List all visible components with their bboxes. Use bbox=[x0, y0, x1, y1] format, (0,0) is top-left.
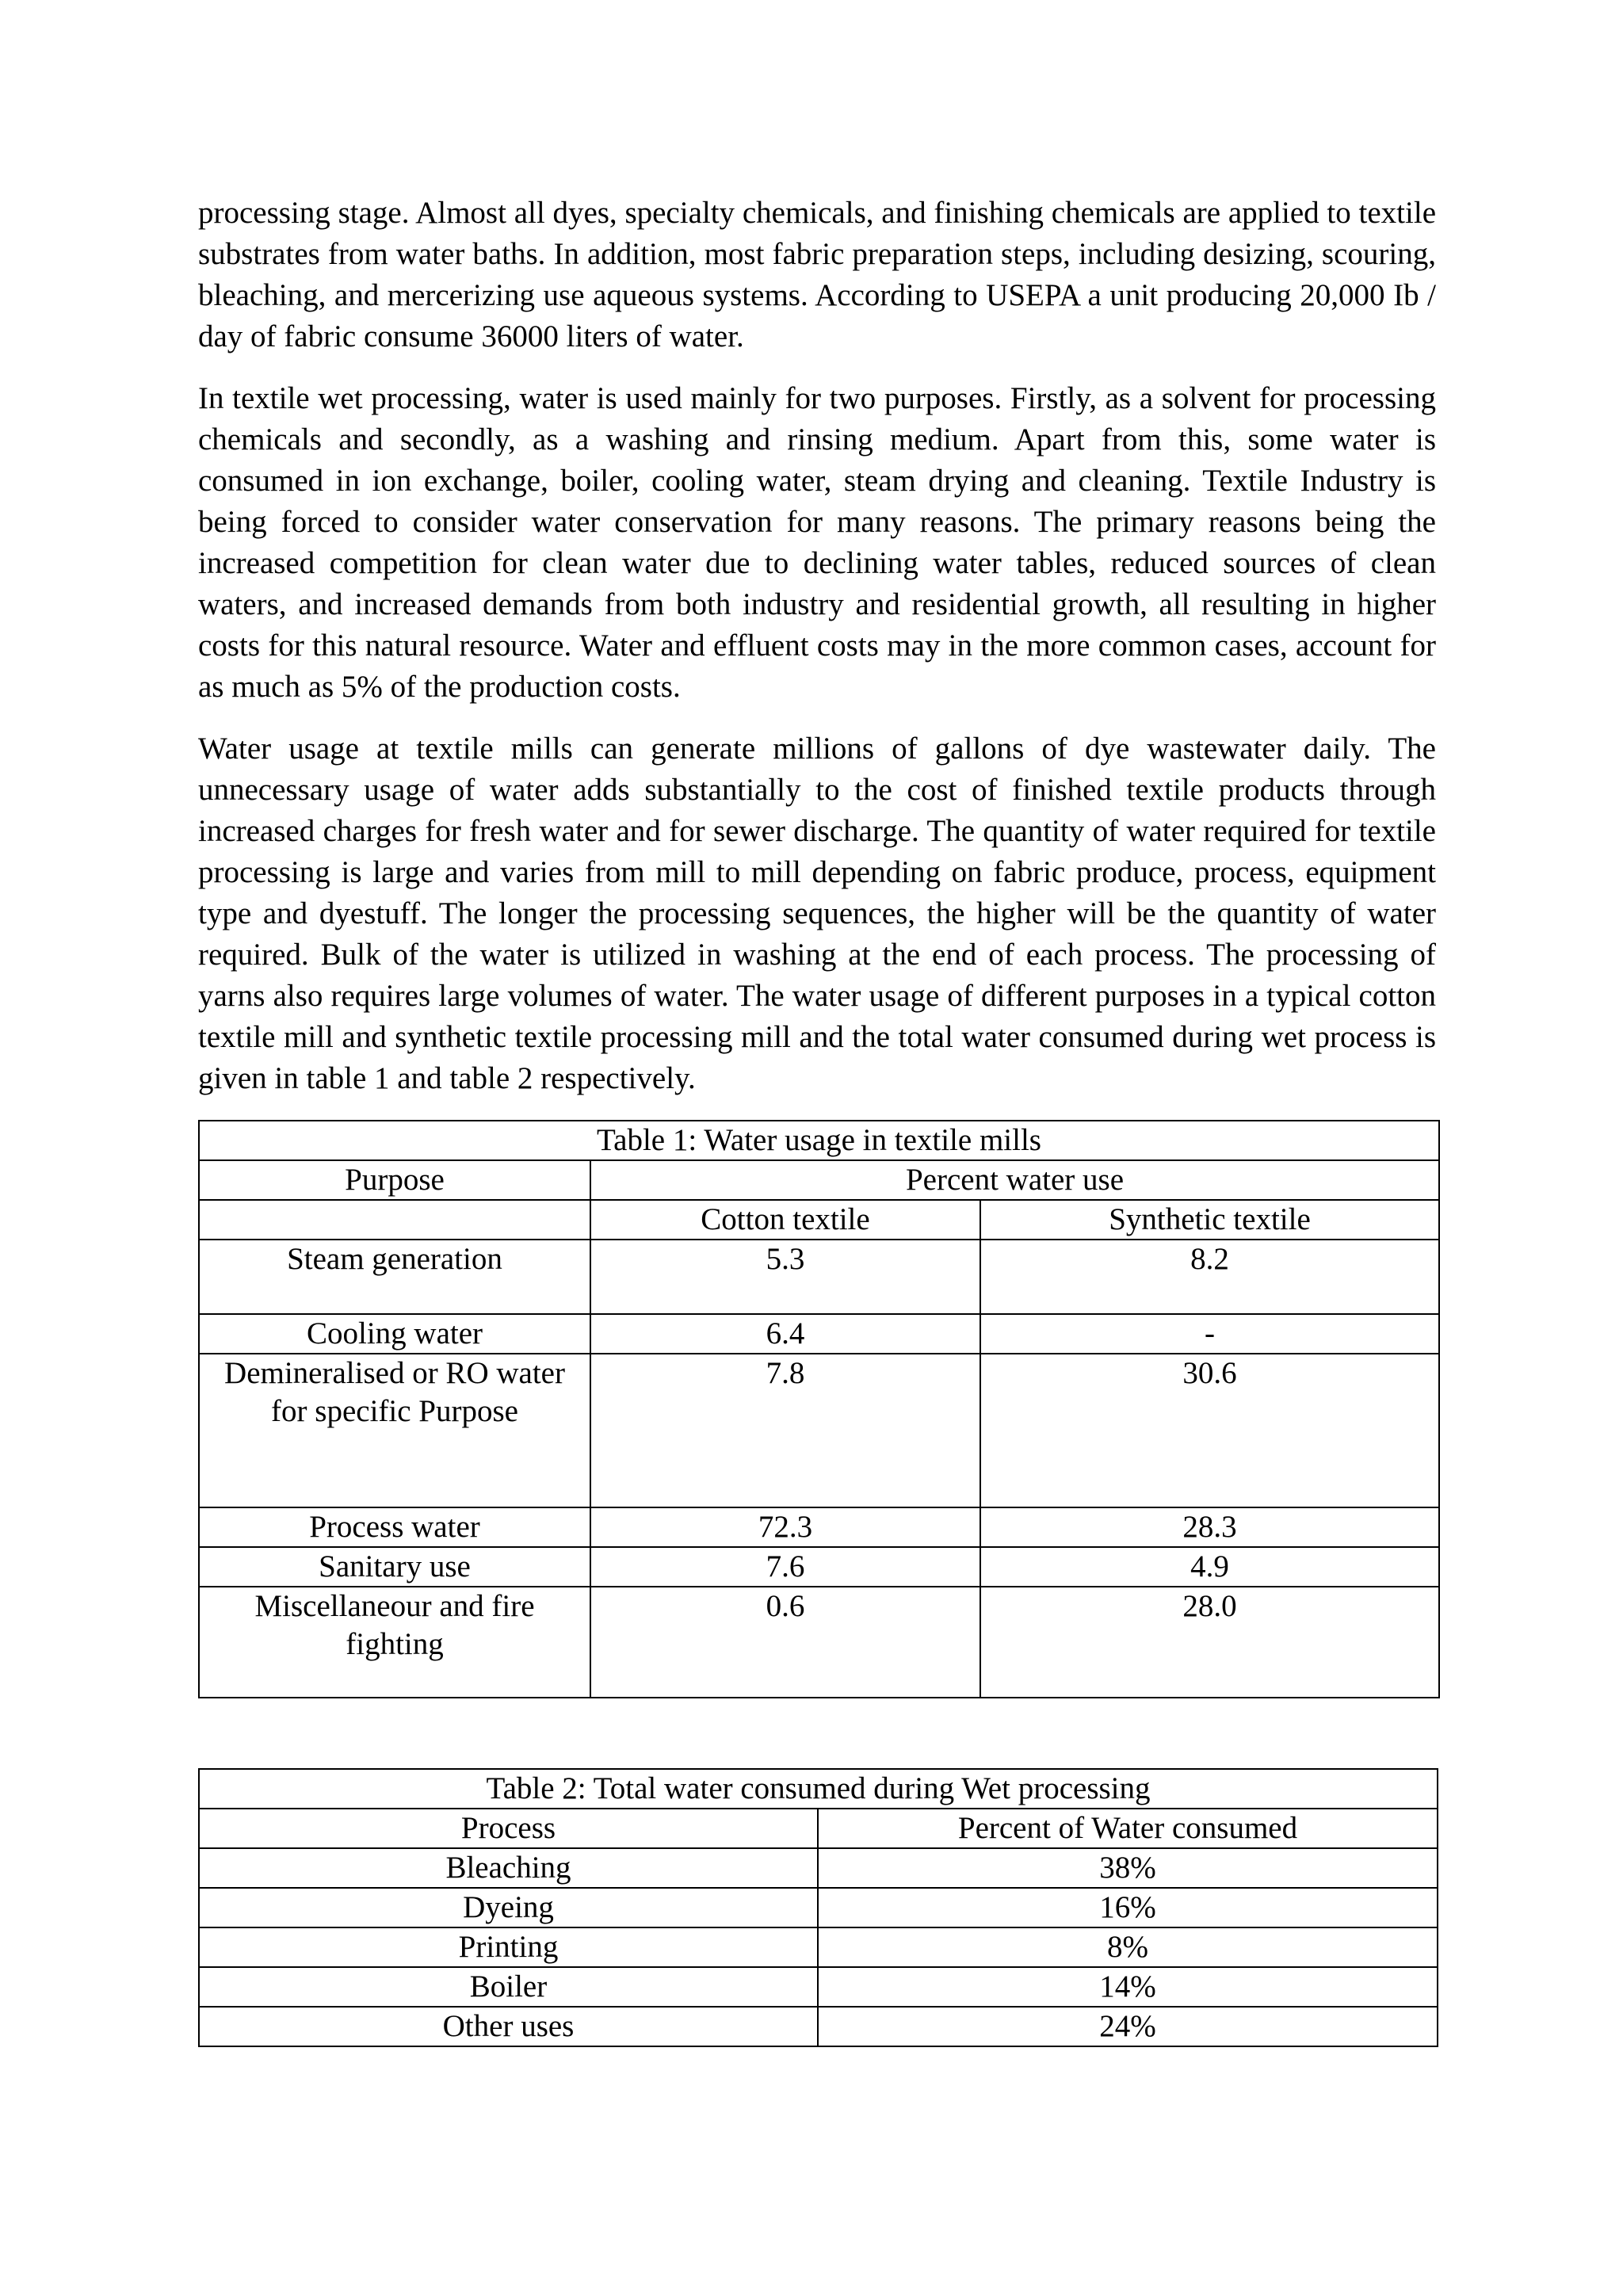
percent-cell: 24% bbox=[818, 2007, 1438, 2046]
table-row bbox=[199, 1587, 1439, 1698]
purpose-cell: Process water bbox=[199, 1507, 590, 1547]
column-header-process: Process bbox=[199, 1809, 818, 1848]
column-header-percent: Percent of Water consumed bbox=[818, 1809, 1438, 1848]
process-cell: Dyeing bbox=[199, 1888, 818, 1927]
column-header-cotton: Cotton textile bbox=[590, 1200, 980, 1240]
synthetic-cell: 4.9 bbox=[980, 1547, 1439, 1587]
paragraph-1: processing stage. Almost all dyes, specialty chemicals, and finishing chemicals are applied to textile substrates from water baths. In addition, most fabric preparation steps, including desizing, scouring, bleaching, and mercerizing use aqueous systems. According to USEPA a unit producing 20,000 Ib / day of fabric consume 36000 liters of water. bbox=[198, 196, 1436, 353]
purpose-cell: Demineralised or RO water for specific Purpose bbox=[199, 1354, 590, 1507]
process-cell: Other uses bbox=[199, 2007, 818, 2046]
table-header-row bbox=[199, 1160, 1439, 1200]
percent-cell: 16% bbox=[818, 1888, 1438, 1927]
cotton-cell: 5.3 bbox=[590, 1240, 980, 1314]
cotton-cell: 7.6 bbox=[590, 1547, 980, 1587]
table-row bbox=[199, 1927, 1438, 1967]
table-caption-row bbox=[199, 1769, 1438, 1809]
purpose-cell: Cooling water bbox=[199, 1314, 590, 1354]
table-row bbox=[199, 1354, 1439, 1507]
column-header-synthetic: Synthetic textile bbox=[980, 1200, 1439, 1240]
cotton-cell: 72.3 bbox=[590, 1507, 980, 1547]
table-row bbox=[199, 1507, 1439, 1547]
paragraph-3: Water usage at textile mills can generate millions of gallons of dye wastewater daily. The unnecessary usage of water adds substantially to the cost of finished textile products through increased charges for fresh water and for sewer discharge. The quantity of water required for textile processing is large and varies from mill to mill depending on fabric produce, process, equipment type and dyestuff. The longer the processing sequences, the higher will be the quantity of water required. Bulk of the water is utilized in washing at the end of each process. The processing of yarns also requires large volumes of water. The water usage of different purposes in a typical cotton textile mill and synthetic textile processing mill and the total water consumed during wet process is given in table 1 and table 2 respectively. bbox=[198, 732, 1436, 1095]
table-row bbox=[199, 1848, 1438, 1888]
synthetic-cell: 28.3 bbox=[980, 1507, 1439, 1547]
table-caption-row bbox=[199, 1121, 1439, 1160]
synthetic-cell: 30.6 bbox=[980, 1354, 1439, 1507]
percent-cell: 38% bbox=[818, 1848, 1438, 1888]
table-row bbox=[199, 2007, 1438, 2046]
purpose-cell: Miscellaneour and fire fighting bbox=[199, 1587, 590, 1698]
cotton-cell: 6.4 bbox=[590, 1314, 980, 1354]
table-caption: Table 2: Total water consumed during Wet processing bbox=[199, 1769, 1438, 1809]
percent-cell: 8% bbox=[818, 1927, 1438, 1967]
synthetic-cell: 28.0 bbox=[980, 1587, 1439, 1698]
table-row bbox=[199, 1967, 1438, 2007]
table-row bbox=[199, 1888, 1438, 1927]
table-row bbox=[199, 1314, 1439, 1354]
purpose-cell: Steam generation bbox=[199, 1240, 590, 1314]
table-caption: Table 1: Water usage in textile mills bbox=[199, 1121, 1439, 1160]
table-subheader-row bbox=[199, 1200, 1439, 1240]
table-row bbox=[199, 1547, 1439, 1587]
process-cell: Printing bbox=[199, 1927, 818, 1967]
water-usage-table bbox=[198, 1120, 1440, 1698]
table-row bbox=[199, 1240, 1439, 1314]
cotton-cell: 0.6 bbox=[590, 1587, 980, 1698]
paragraph-2: In textile wet processing, water is used mainly for two purposes. Firstly, as a solvent for processing chemicals and secondly, as a washing and rinsing medium. Apart from this, some water is consumed in ion exchange, boiler, cooling water, steam drying and cleaning. Textile Industry is being forced to consider water conservation for many reasons. The primary reasons being the increased competition for clean water due to declining water tables, reduced sources of clean waters, and increased demands from both industry and residential growth, all resulting in higher costs for this natural resource. Water and effluent costs may in the more common cases, account for as much as 5% of the production costs. bbox=[198, 381, 1436, 704]
cotton-cell: 7.8 bbox=[590, 1354, 980, 1507]
process-cell: Boiler bbox=[199, 1967, 818, 2007]
synthetic-cell: 8.2 bbox=[980, 1240, 1439, 1314]
synthetic-cell: - bbox=[980, 1314, 1439, 1354]
process-cell: Bleaching bbox=[199, 1848, 818, 1888]
wet-processing-table bbox=[198, 1768, 1438, 2047]
page-content bbox=[198, 193, 1436, 2047]
empty-cell bbox=[199, 1200, 590, 1240]
column-header-percent: Percent water use bbox=[590, 1160, 1439, 1200]
percent-cell: 14% bbox=[818, 1967, 1438, 2007]
column-header-purpose: Purpose bbox=[199, 1160, 590, 1200]
table-header-row bbox=[199, 1809, 1438, 1848]
purpose-cell: Sanitary use bbox=[199, 1547, 590, 1587]
